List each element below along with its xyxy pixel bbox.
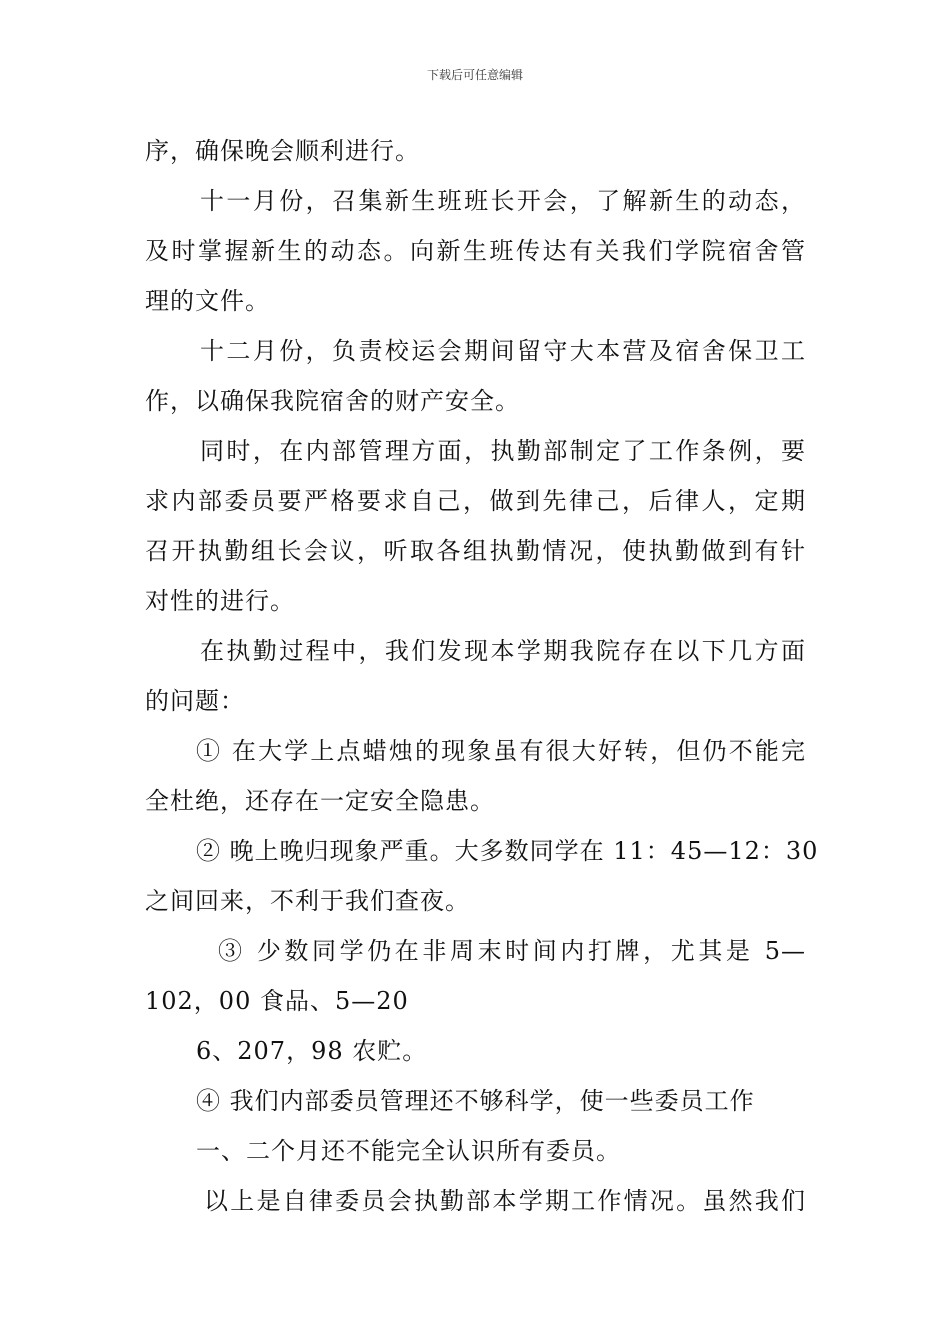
text-line: 及时掌握新生的动态。向新生班传达有关我们学院宿舍管 [145,237,806,265]
text-line: 十一月份，召集新生班班长开会，了解新生的动态， [200,187,806,215]
text-line: 6、207，98 农贮。 [196,1037,428,1065]
text-line: 序，确保晚会顺利进行。 [145,137,420,165]
text-line: 全杜绝，还存在一定安全隐患。 [145,787,495,815]
text-line: 理的文件。 [145,287,270,315]
text-line: ③ 少数同学仍在非周末时间内打牌，尤其是 5— [218,937,806,965]
text-line: 的问题： [145,687,245,715]
text-line: 召开执勤组长会议，听取各组执勤情况，使执勤做到有针 [145,537,806,565]
text-line: 同时，在内部管理方面，执勤部制定了工作条例，要 [200,437,806,465]
text-line: 一、二个月还不能完全认识所有委员。 [196,1137,621,1165]
text-line: ④ 我们内部委员管理还不够科学，使一些委员工作 [196,1087,755,1115]
text-line: 求内部委员要严格要求自己，做到先律己，后律人，定期 [145,487,806,515]
text-line: ① 在大学上点蜡烛的现象虽有很大好转，但仍不能完 [196,737,806,765]
text-line: 之间回来，不利于我们查夜。 [145,887,470,915]
text-line: 对性的进行。 [145,587,295,615]
text-line: 作，以确保我院宿舍的财产安全。 [145,387,520,415]
text-line: 以上是自律委员会执勤部本学期工作情况。虽然我们 [204,1187,806,1215]
text-line: 102，00 食品、5—20 [145,987,409,1015]
text-line: ② 晚上晚归现象严重。大多数同学在 11：45—12：30 [196,837,819,865]
page-header: 下载后可任意编辑 [426,68,523,82]
text-line: 在执勤过程中，我们发现本学期我院存在以下几方面 [200,637,806,665]
text-line: 十二月份，负责校运会期间留守大本营及宿舍保卫工 [200,337,806,365]
